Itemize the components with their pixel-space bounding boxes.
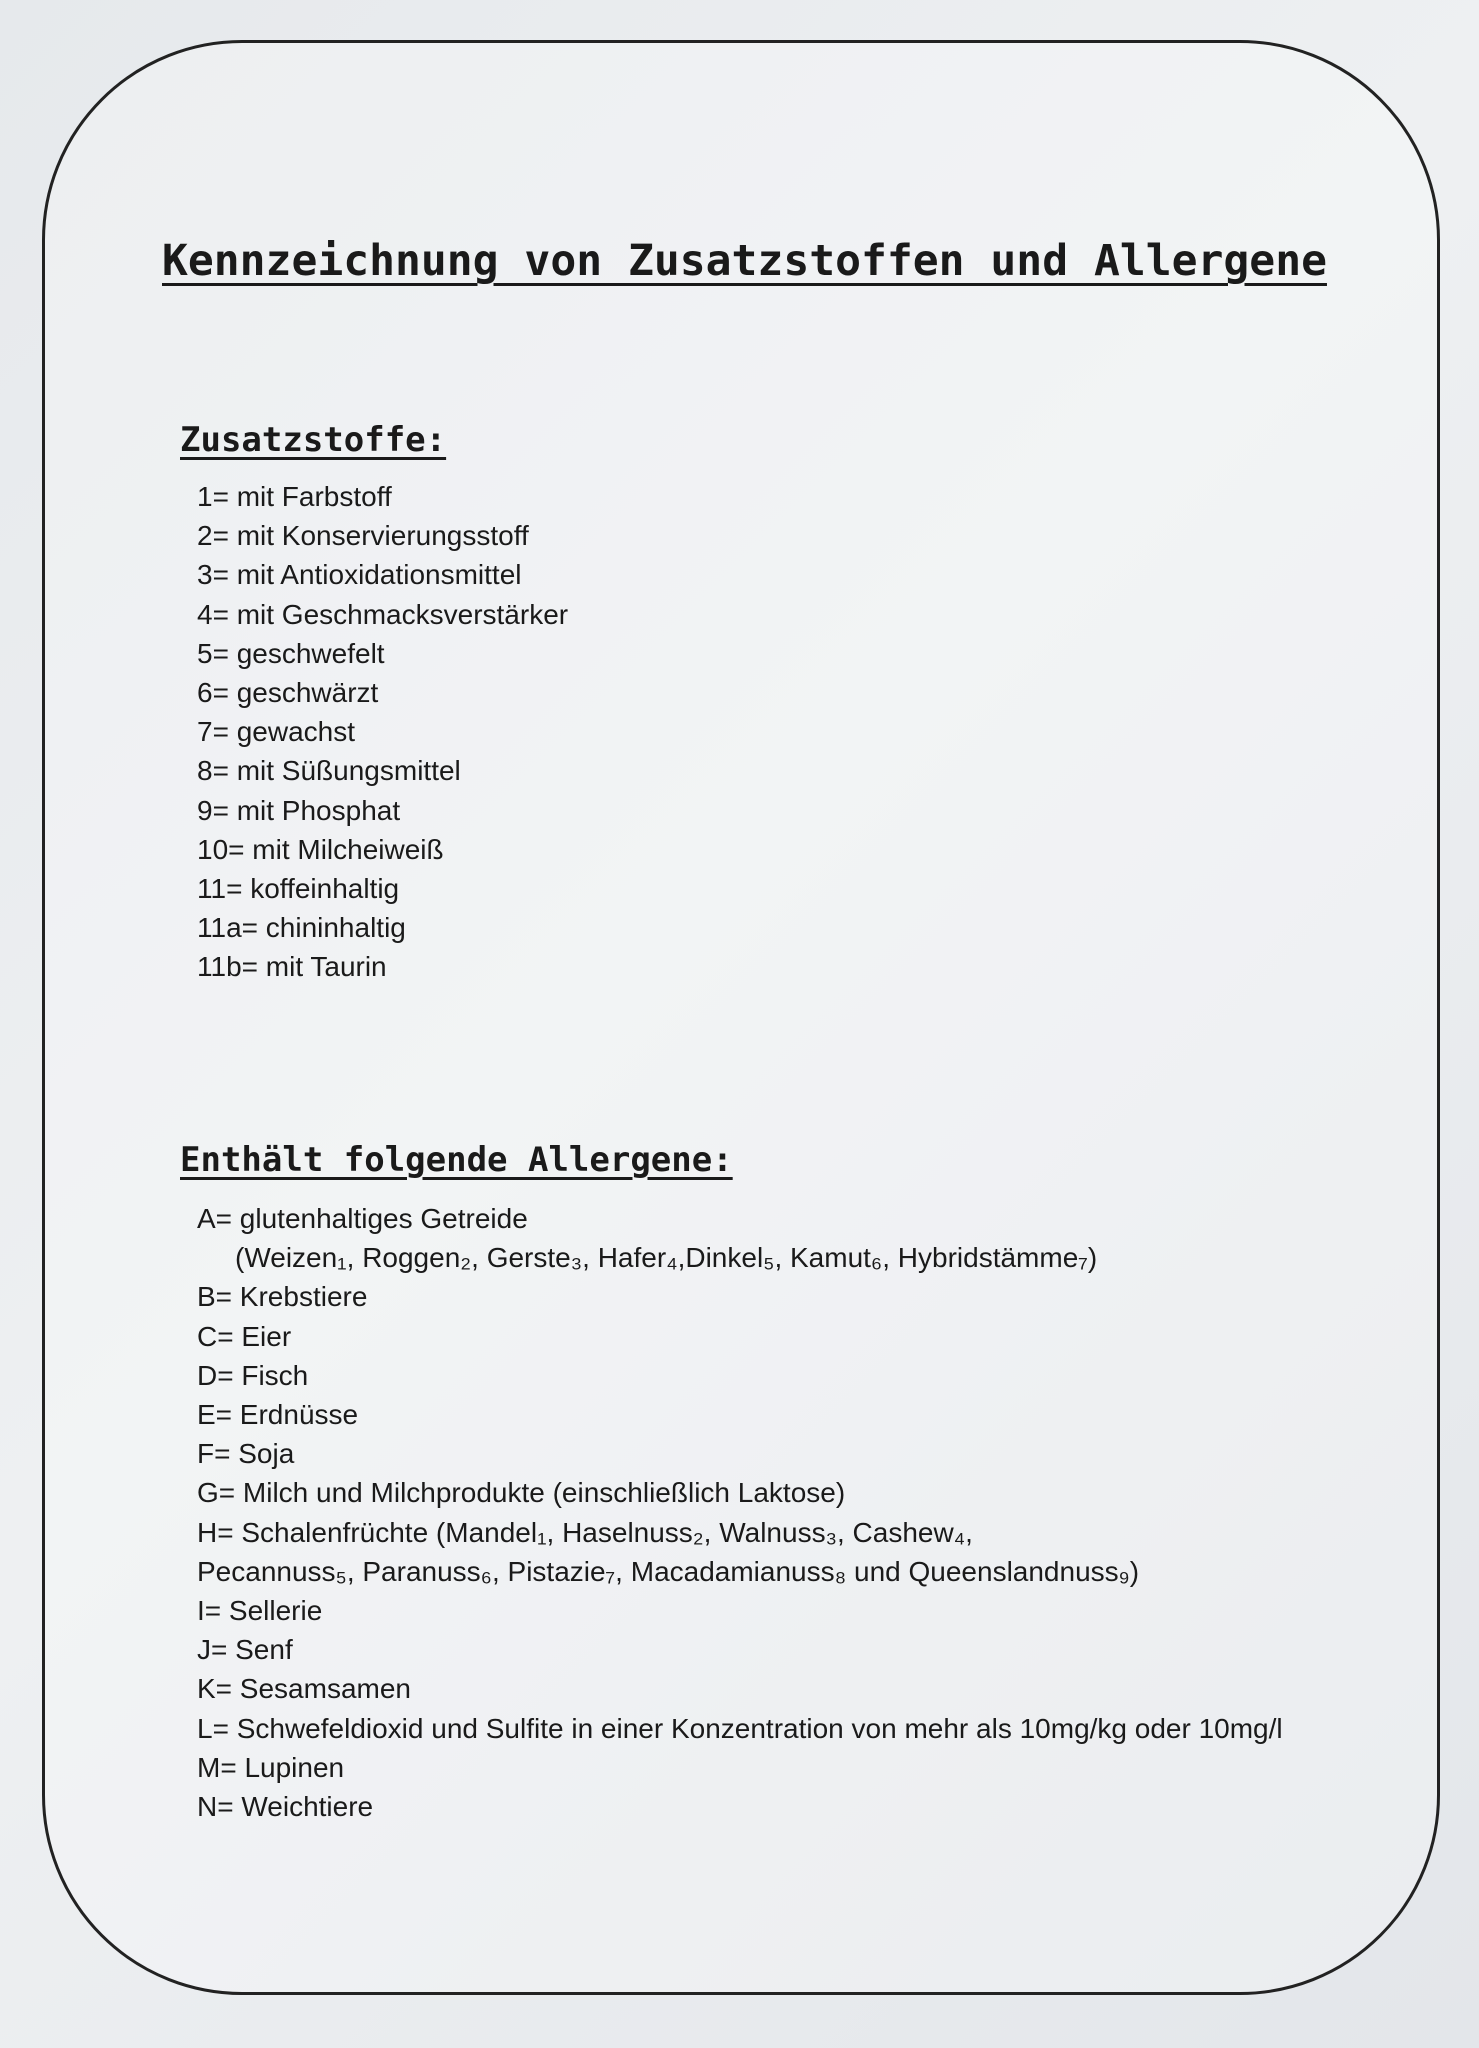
allergen-item-n: N= Weichtiere (197, 1791, 374, 1823)
additive-item-11b: 11b= mit Taurin (197, 951, 387, 983)
allergens-list (197, 1199, 1283, 1826)
allergen-item-c: C= Eier (197, 1320, 292, 1352)
page-title: Kennzeichnung von Zusatzstoffen und Allergene (162, 236, 1327, 286)
additive-item-11: 11= koffeinhaltig (197, 873, 400, 905)
additive-item-9: 9= mit Phosphat (197, 794, 401, 826)
additive-item-3: 3= mit Antioxidationsmittel (197, 559, 522, 591)
allergen-item-i: I= Sellerie (197, 1595, 323, 1627)
allergen-item-g: G= Milch und Milchprodukte (einschließlich Laktose) (197, 1477, 846, 1509)
additive-item-6: 6= geschwärzt (197, 677, 379, 709)
additive-item-4: 4= mit Geschmacksverstärker (197, 598, 569, 630)
allergens-heading: Enthält folgende Allergene: (180, 1140, 733, 1180)
allergen-item-d: D= Fisch (197, 1359, 309, 1391)
allergen-item-a: A= glutenhaltiges Getreide (197, 1203, 528, 1234)
allergen-item-k: K= Sesamsamen (197, 1673, 411, 1705)
additives-heading: Zusatzstoffe: (180, 420, 447, 460)
allergen-item-f: F= Soja (197, 1438, 295, 1470)
additive-item-5: 5= geschwefelt (197, 637, 385, 669)
allergen-item-m: M= Lupinen (197, 1751, 345, 1783)
allergen-item-b: B= Krebstiere (197, 1281, 368, 1313)
additive-item-2: 2= mit Konservierungsstoff (197, 520, 529, 552)
allergen-item-h-continued: Pecannuss₅, Paranuss₆, Pistazie₇, Macadamianuss₈ und Queenslandnuss₉) (197, 1555, 1140, 1587)
additive-item-11a: 11a= chininhaltig (197, 912, 406, 944)
additive-item-8: 8= mit Süßungsmittel (197, 755, 461, 787)
additive-item-10: 10= mit Milcheiweiß (197, 833, 444, 865)
allergen-item-l: L= Schwefeldioxid und Sulfite in einer Konzentration von mehr als 10mg/kg oder 10mg/l (197, 1712, 1283, 1744)
additives-list (197, 477, 568, 987)
allergen-item-j: J= Senf (197, 1634, 293, 1666)
additive-item-1: 1= mit Farbstoff (197, 481, 392, 512)
allergen-item-e: E= Erdnüsse (197, 1399, 359, 1431)
allergen-item-a-detail: (Weizen₁, Roggen₂, Gerste₃, Hafer₄,Dinkel₅, Kamut₆, Hybridstämme₇) (235, 1242, 1098, 1274)
additive-item-7: 7= gewachst (197, 716, 355, 748)
allergen-item-h: H= Schalenfrüchte (Mandel₁, Haselnuss₂, Walnuss₃, Cashew₄, (197, 1516, 973, 1548)
